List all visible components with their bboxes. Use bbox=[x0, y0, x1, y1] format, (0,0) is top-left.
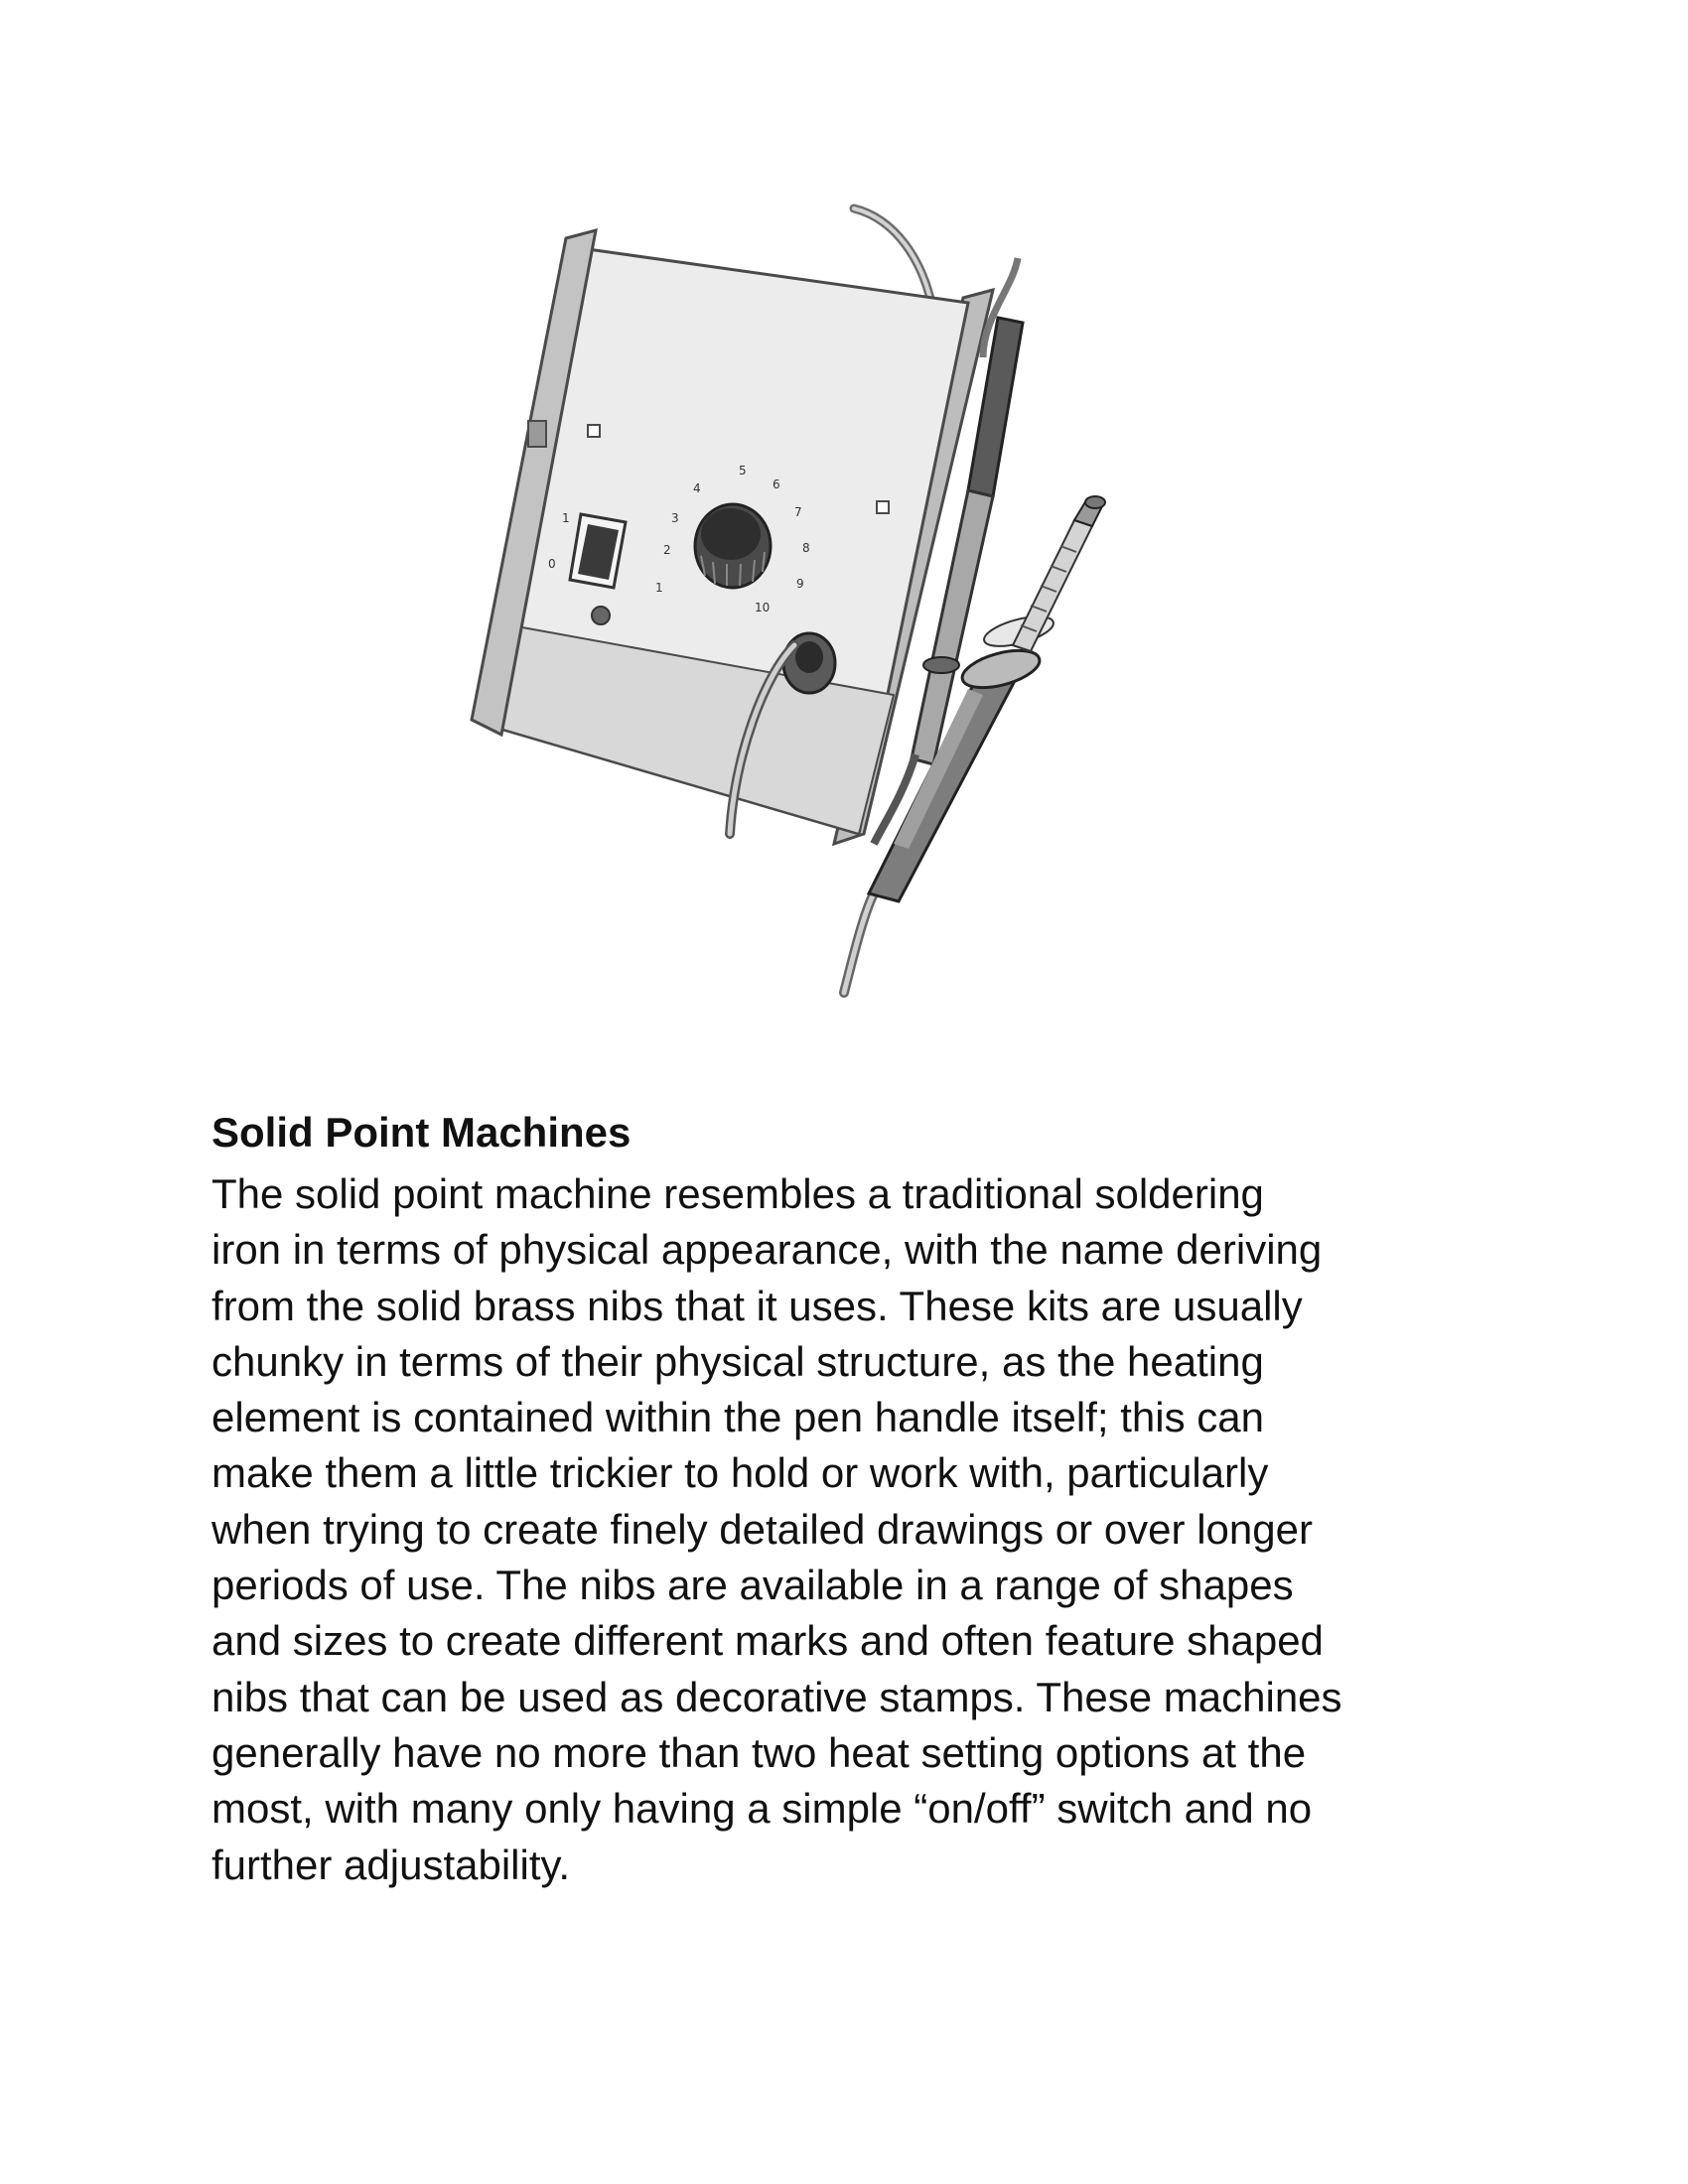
section-body bbox=[211, 1166, 1502, 1893]
svg-text:9: 9 bbox=[796, 577, 804, 591]
section-heading: Solid Point Machines bbox=[211, 1109, 632, 1156]
svg-text:3: 3 bbox=[671, 511, 679, 525]
body-line: when trying to create finely detailed drawings or over longer bbox=[211, 1505, 1313, 1553]
body-line: and sizes to create different marks and often feature shaped bbox=[211, 1617, 1324, 1665]
article-section bbox=[211, 1105, 1502, 1893]
svg-text:1: 1 bbox=[562, 511, 570, 525]
svg-text:8: 8 bbox=[802, 541, 810, 555]
body-line: most, with many only having a simple “on/off” switch and no bbox=[211, 1785, 1313, 1833]
body-line: element is contained within the pen handle itself; this can bbox=[211, 1394, 1264, 1441]
body-line: generally have no more than two heat setting options at the bbox=[211, 1728, 1307, 1776]
body-line: further adjustability. bbox=[211, 1841, 571, 1888]
body-line: make them a little trickier to hold or work with, particularly bbox=[211, 1449, 1269, 1497]
svg-text:1: 1 bbox=[655, 581, 663, 595]
svg-text:2: 2 bbox=[663, 543, 671, 557]
body-line: nibs that can be used as decorative stamps. These machines bbox=[211, 1673, 1342, 1720]
svg-text:10: 10 bbox=[755, 601, 771, 614]
body-line: iron in terms of physical appearance, with the name deriving bbox=[211, 1226, 1323, 1274]
body-line: chunky in terms of their physical structure, as the heating bbox=[211, 1337, 1264, 1385]
svg-text:7: 7 bbox=[794, 505, 802, 519]
body-line: from the solid brass nibs that it uses. These kits are usually bbox=[211, 1282, 1303, 1329]
body-line: The solid point machine resembles a traditional soldering bbox=[211, 1170, 1264, 1217]
svg-text:6: 6 bbox=[773, 478, 780, 491]
body-line: periods of use. The nibs are available in a range of shapes bbox=[211, 1562, 1294, 1609]
svg-text:4: 4 bbox=[693, 481, 701, 495]
solid-point-machine-illustration bbox=[467, 199, 1221, 1062]
svg-text:0: 0 bbox=[548, 557, 556, 571]
svg-text:5: 5 bbox=[739, 464, 747, 478]
